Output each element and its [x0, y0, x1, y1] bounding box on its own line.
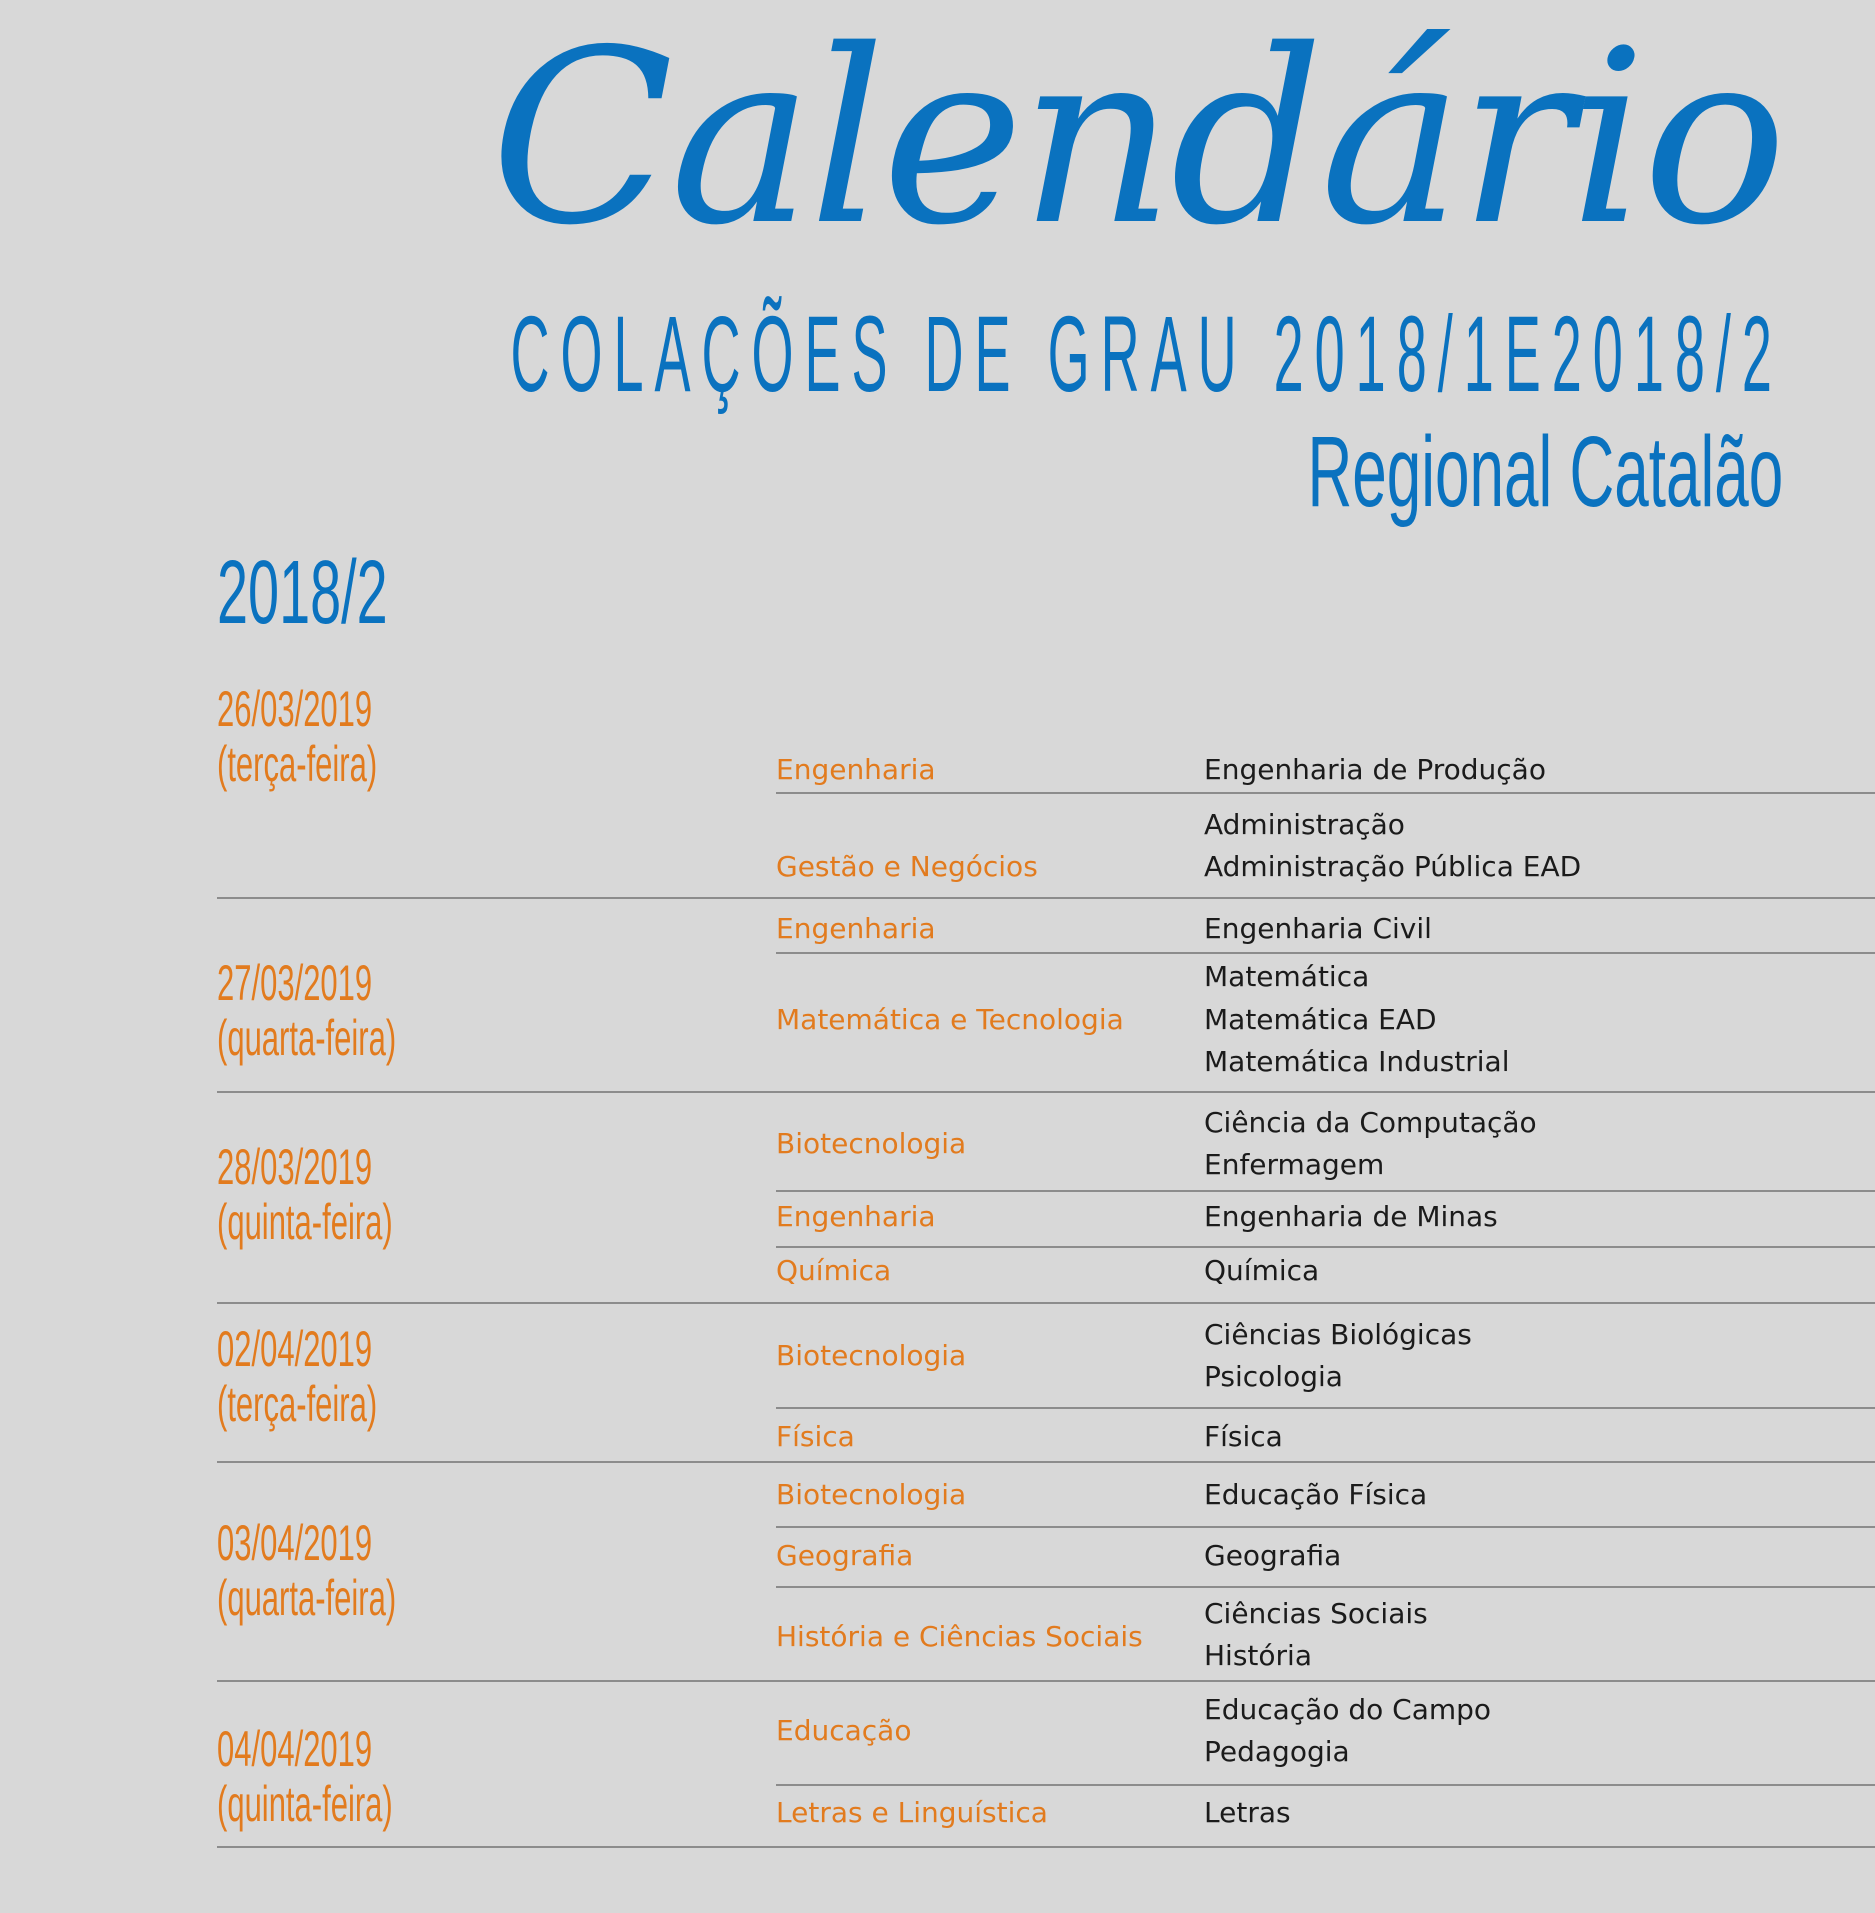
course-label: Matemática Industrial [1204, 1045, 1510, 1078]
date-block [217, 1322, 377, 1432]
weekday-label: (terça-feira) [217, 1376, 378, 1432]
course-label: Pedagogia [1204, 1735, 1350, 1768]
area-label: Biotecnologia [776, 1339, 967, 1372]
divider [776, 1526, 1875, 1528]
course-label: Letras [1204, 1796, 1291, 1829]
course-label: Educação do Campo [1204, 1693, 1492, 1726]
course-label: Química [1204, 1254, 1320, 1287]
course-label: Matemática EAD [1204, 1003, 1437, 1036]
area-label: Engenharia [776, 753, 936, 786]
area-label: Educação [776, 1714, 912, 1747]
course-label: Psicologia [1204, 1360, 1343, 1393]
divider [776, 1246, 1875, 1248]
date-block [217, 1140, 393, 1250]
area-label: Geografia [776, 1539, 914, 1572]
area-label: História e Ciências Sociais [776, 1620, 1143, 1653]
course-label: Educação Física [1204, 1478, 1428, 1511]
date-label: 03/04/2019 [217, 1515, 373, 1571]
weekday-label: (quarta-feira) [217, 1570, 397, 1626]
campus-name: Regional Catalão [1307, 416, 1783, 528]
divider [776, 1586, 1875, 1588]
divider [217, 1091, 1875, 1093]
course-label: História [1204, 1639, 1312, 1672]
date-label: 28/03/2019 [217, 1139, 373, 1195]
course-label: Física [1204, 1420, 1283, 1453]
weekday-label: (terça-feira) [217, 736, 378, 792]
divider [217, 1680, 1875, 1682]
course-label: Matemática [1204, 960, 1370, 993]
page-title: Calendário [490, 0, 1783, 278]
weekday-label: (quinta-feira) [217, 1194, 393, 1250]
date-block [217, 682, 377, 792]
area-label: Gestão e Negócios [776, 850, 1038, 883]
page-subtitle: COLAÇÕES DE GRAU 2018/1E2018/2 [510, 293, 1783, 414]
area-label: Física [776, 1420, 855, 1453]
course-label: Geografia [1204, 1539, 1342, 1572]
course-label: Ciências Biológicas [1204, 1318, 1472, 1351]
area-label: Química [776, 1254, 892, 1287]
area-label: Matemática e Tecnologia [776, 1003, 1124, 1036]
area-label: Biotecnologia [776, 1127, 967, 1160]
divider [217, 1846, 1875, 1848]
date-block [217, 1516, 396, 1626]
divider [217, 897, 1875, 899]
divider [776, 1190, 1875, 1192]
area-label: Biotecnologia [776, 1478, 967, 1511]
divider [776, 952, 1875, 954]
area-label: Engenharia [776, 912, 936, 945]
course-label: Engenharia Civil [1204, 912, 1432, 945]
date-block [217, 1722, 393, 1832]
course-label: Ciências Sociais [1204, 1597, 1428, 1630]
divider [776, 1407, 1875, 1409]
date-label: 02/04/2019 [217, 1321, 373, 1377]
date-label: 27/03/2019 [217, 955, 373, 1011]
area-label: Engenharia [776, 1200, 936, 1233]
date-block [217, 956, 396, 1066]
course-label: Administração [1204, 808, 1405, 841]
date-label: 04/04/2019 [217, 1721, 373, 1777]
course-label: Administração Pública EAD [1204, 850, 1582, 883]
date-label: 26/03/2019 [217, 681, 373, 737]
weekday-label: (quarta-feira) [217, 1010, 397, 1066]
divider [776, 792, 1875, 794]
divider [217, 1302, 1875, 1304]
divider [217, 1461, 1875, 1463]
course-label: Engenharia de Produção [1204, 753, 1546, 786]
course-label: Engenharia de Minas [1204, 1200, 1498, 1233]
area-label: Letras e Linguística [776, 1796, 1048, 1829]
course-label: Ciência da Computação [1204, 1106, 1537, 1139]
course-label: Enfermagem [1204, 1148, 1385, 1181]
divider [776, 1784, 1875, 1786]
semester-heading: 2018/2 [217, 543, 388, 643]
weekday-label: (quinta-feira) [217, 1776, 393, 1832]
